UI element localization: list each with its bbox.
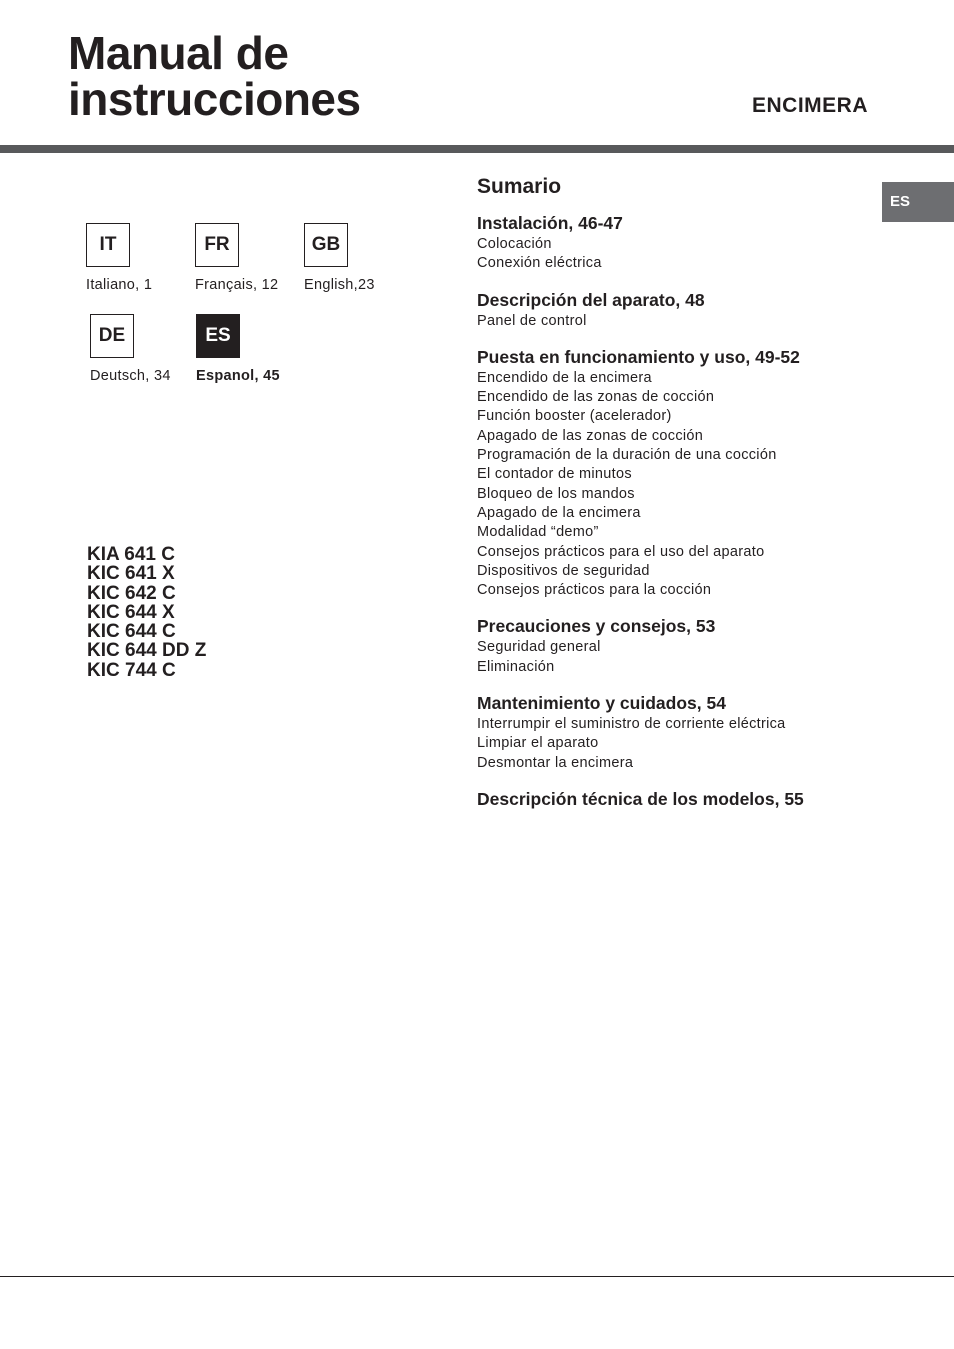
language-entry-es	[196, 314, 280, 384]
language-entry-de	[90, 314, 171, 384]
language-caption: Espanol, 45	[196, 368, 280, 384]
title-line-2: instrucciones	[68, 73, 361, 125]
model-name: KIC 644 C	[87, 621, 176, 643]
model-name: KIA 641 C	[87, 544, 175, 565]
toc-item: Interrumpir el suministro de corriente eléctrica	[477, 716, 786, 733]
toc-section-title: Precauciones y consejos, 53	[477, 616, 716, 637]
toc-section-title: Descripción del aparato, 48	[477, 289, 705, 310]
toc-item: Consejos prácticos para la cocción	[477, 582, 712, 599]
model-name: KIC 644 DD Z	[87, 640, 207, 662]
language-entry-it	[86, 223, 153, 293]
toc-section	[477, 347, 877, 601]
title-line-1: Manual de	[68, 27, 289, 79]
toc-item: El contador de minutos	[477, 466, 632, 483]
toc-section	[477, 693, 877, 773]
toc-section	[477, 290, 877, 331]
language-caption: Italiano, 1	[86, 277, 153, 293]
toc-section-title: Mantenimiento y cuidados, 54	[477, 693, 726, 714]
toc-title: Sumario	[477, 175, 562, 198]
toc-section	[477, 213, 877, 274]
language-entry-gb	[304, 223, 375, 293]
toc-item: Función booster (acelerador)	[477, 408, 672, 425]
table-of-contents	[477, 175, 877, 826]
model-name: KIC 644 X	[87, 601, 175, 623]
model-name: KIC 642 C	[87, 582, 176, 604]
toc-item: Encendido de las zonas de cocción	[477, 389, 715, 406]
model-name: KIC 641 X	[87, 563, 175, 585]
toc-item: Programación de la duración de una cocción	[477, 447, 777, 464]
language-caption: English,23	[304, 277, 375, 293]
toc-item: Bloqueo de los mandos	[477, 485, 635, 502]
model-list	[87, 545, 206, 680]
toc-item: Desmontar la encimera	[477, 754, 634, 771]
toc-sections	[477, 213, 877, 810]
toc-item: Conexión eléctrica	[477, 255, 602, 272]
toc-item: Consejos prácticos para el uso del aparato	[477, 543, 765, 560]
language-entry-fr	[195, 223, 279, 293]
toc-item: Encendido de la encimera	[477, 369, 652, 386]
footer-divider	[0, 1276, 954, 1277]
model-name: KIC 744 C	[87, 659, 176, 681]
toc-section-title: Instalación, 46-47	[477, 213, 623, 233]
toc-item: Colocación	[477, 236, 552, 252]
toc-item: Panel de control	[477, 312, 587, 329]
toc-item: Apagado de la encimera	[477, 504, 641, 521]
toc-item: Modalidad “demo”	[477, 524, 599, 541]
language-code-box: GB	[304, 223, 348, 267]
toc-section-title: Descripción técnica de los modelos, 55	[477, 788, 804, 809]
language-caption: Français, 12	[195, 277, 279, 293]
language-code-box: DE	[90, 314, 134, 358]
toc-item: Limpiar el aparato	[477, 735, 599, 752]
toc-item: Eliminación	[477, 658, 555, 675]
toc-section	[477, 616, 877, 677]
toc-item: Dispositivos de seguridad	[477, 562, 650, 579]
language-code-box: IT	[86, 223, 130, 267]
language-caption: Deutsch, 34	[90, 368, 171, 384]
header-divider	[0, 145, 954, 153]
toc-item: Seguridad general	[477, 639, 601, 656]
language-code-box: FR	[195, 223, 239, 267]
language-tab: ES	[882, 182, 954, 222]
product-name: ENCIMERA	[751, 94, 868, 117]
language-code-box: ES	[196, 314, 240, 358]
toc-section-title: Puesta en funcionamiento y uso, 49-52	[477, 346, 800, 367]
page-title	[68, 27, 361, 125]
toc-item: Apagado de las zonas de cocción	[477, 427, 704, 444]
toc-section	[477, 789, 877, 810]
